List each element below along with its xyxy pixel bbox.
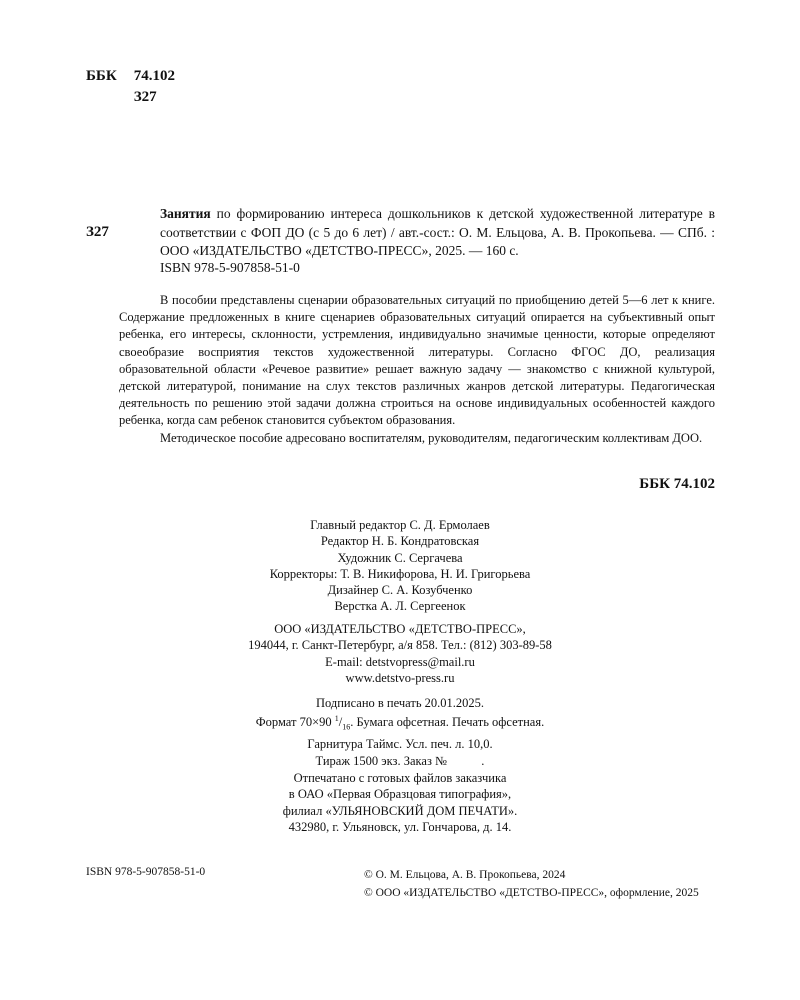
bbk-header [86, 66, 175, 108]
copyright-block [364, 866, 699, 902]
publisher-email: E-mail: detstvopress@mail.ru [325, 654, 475, 669]
annotation [119, 292, 715, 447]
bbk-line [86, 66, 175, 87]
format-line [0, 711, 800, 736]
author-sign-top: З27 [133, 89, 157, 105]
typeface-line: Гарнитура Таймс. Усл. печ. л. 10,0. [307, 737, 493, 752]
author-sign-line [86, 87, 175, 108]
printer-line: в ОАО «Первая Образцовая типография», [288, 787, 512, 802]
annotation-paragraph: В пособии представлены сценарии образовательных ситуаций по приобщению детей 5—6 лет к книге. Содержание предложенных в книге сценариев образовательных ситуаций опирается на субъективный опыт ребенка, его интересы, склонности, устремления, индивидуально значимые ценности, которые определяют своеобразие восприятия текстов художественной литературы. Согласно ФГОС ДО, реализация образовательной области «Речевое развитие» решает важную задачу — знакомство с книжной культурой, детской литературой, понимание на слух текстов различных жанров детской литературы. Педагогическая деятельность по решению этой задачи должна строиться на основе индивидуальных особенностей каждого ребенка, когда сам ребенок становится субъектом образования. [119, 293, 715, 428]
signed-line: Подписано в печать 20.01.2025. [315, 696, 485, 710]
bbk-right: ББК 74.102 [639, 476, 715, 492]
format-rest: . Бумага офсетная. Печать офсетная. [350, 715, 545, 730]
bibliographic-entry [160, 205, 715, 261]
format-denominator: 16 [342, 722, 351, 732]
bibliographic-rest: по формированию интереса дошкольников к детской художественной литературе в соответствии с ФОП ДО (с 5 до 6 лет) / авт.-сост.: О. М. Ельцова, А. В. Прокопьева. — СПб. : ООО «ИЗДАТЕЛЬСТВО «ДЕТСТВО-ПРЕСС», 2025. — 160 с. [160, 206, 715, 258]
printer-line: Отпечатано с готовых файлов заказчика [293, 771, 507, 785]
publisher-info [0, 621, 800, 686]
publisher-line: 194044, г. Санкт-Петербург, а/я 858. Тел.: (812) 303-89-58 [248, 638, 552, 653]
copyright-publisher: © ООО «ИЗДАТЕЛЬСТВО «ДЕТСТВО-ПРЕСС», оформление, 2025 [364, 887, 699, 899]
footer-isbn: ISBN 978-5-907858-51-0 [86, 866, 206, 878]
bibliographic-description [160, 205, 715, 261]
author-sign-margin: З27 [86, 224, 109, 240]
staff-list [0, 517, 800, 615]
printer-info [0, 770, 800, 835]
bbk-code: 74.102 [133, 68, 175, 84]
printer-line: 432980, г. Ульяновск, ул. Гончарова, д. 14. [288, 819, 512, 834]
staff-line: Дизайнер С. А. Козубченко [327, 583, 473, 598]
bbk-label: ББК [86, 68, 117, 84]
print-info [0, 695, 800, 769]
format-slash: / [338, 715, 343, 730]
publisher-line: ООО «ИЗДАТЕЛЬСТВО «ДЕТСТВО-ПРЕСС», [274, 622, 526, 636]
isbn-line: ISBN 978-5-907858-51-0 [160, 260, 300, 275]
annotation-paragraph: Методическое пособие адресовано воспитателям, руководителям, педагогическим коллективам ДОО. [160, 430, 703, 445]
title-word: Занятия [160, 206, 211, 221]
staff-line: Главный редактор С. Д. Ермолаев [310, 518, 490, 532]
run-line: Тираж 1500 экз. Заказ № . [315, 753, 485, 768]
copyright-authors: © О. М. Ельцова, А. В. Прокопьева, 2024 [364, 869, 566, 881]
staff-line: Корректоры: Т. В. Никифорова, Н. И. Григорьева [269, 566, 531, 581]
format-prefix: Формат 70×90 [255, 715, 335, 730]
staff-line: Верстка А. Л. Сергеенок [334, 599, 466, 614]
staff-line: Художник С. Сергачева [337, 550, 463, 565]
printer-line: филиал «УЛЬЯНОВСКИЙ ДОМ ПЕЧАТИ». [282, 803, 518, 818]
staff-line: Редактор Н. Б. Кондратовская [320, 534, 480, 549]
publisher-website: www.detstvo-press.ru [345, 670, 455, 685]
format-numerator: 1 [334, 714, 339, 724]
